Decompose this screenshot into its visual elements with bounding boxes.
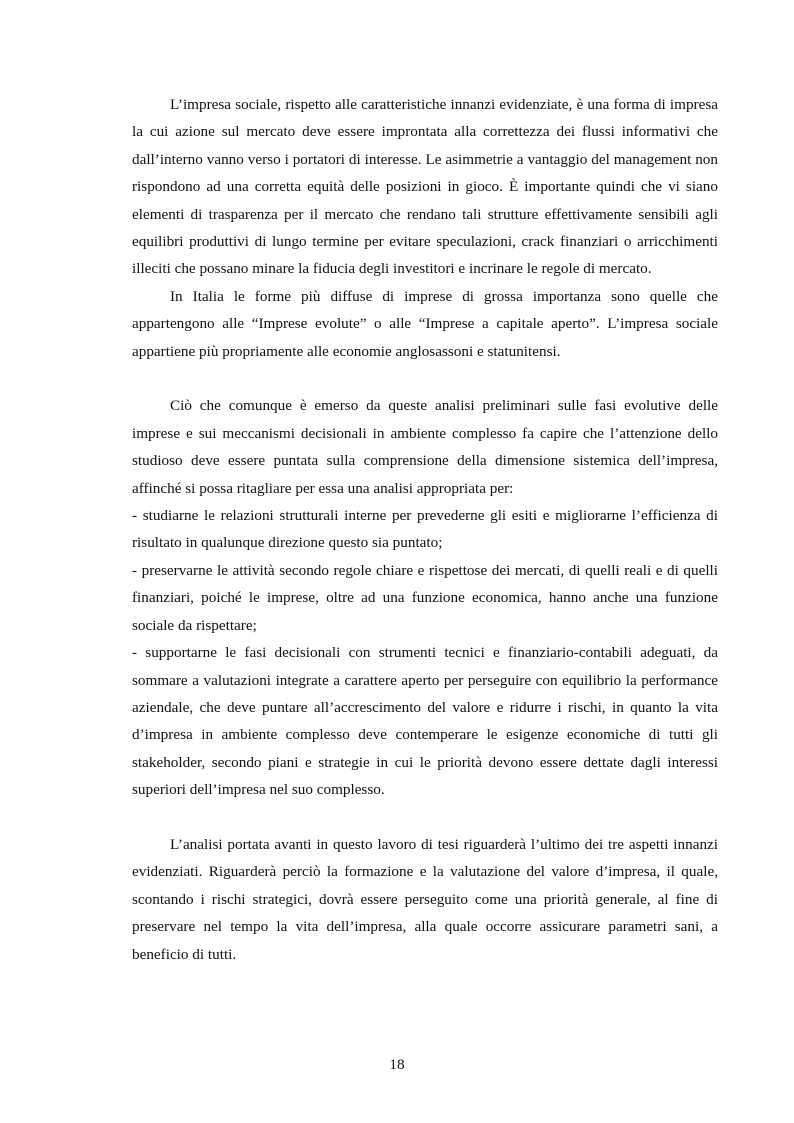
list-item-preservarne: - preservarne le attività secondo regole chiare e rispettose dei mercati, di quelli reali e di quelli finanziari, poiché le imprese, oltre ad una funzione economica, hanno anche una funzione sociale da rispettare; bbox=[132, 561, 718, 634]
list-item-studiarne: - studiarne le relazioni strutturali interne per prevederne gli esiti e migliorarne l’efficienza di risultato in qualunque direzione questo sia puntato; bbox=[132, 507, 718, 552]
page-number: 18 bbox=[389, 1056, 405, 1073]
paragraph-analisi-tesi: L’analisi portata avanti in questo lavoro di tesi riguarderà l’ultimo dei tre aspetti innanzi evidenziati. Riguarderà perciò la formazione e la valutazione del valore d’impresa, il quale, scontando i rischi strategici, dovrà essere perseguito come una priorità generale, al fine di preservare nel tempo la vita dell’impresa, alla quale occorre assicurare parametri sani, a beneficio di tutti. bbox=[132, 835, 718, 963]
document-page bbox=[132, 91, 718, 968]
paragraph-impresa-sociale: L’impresa sociale, rispetto alle caratteristiche innanzi evidenziate, è una forma di impresa la cui azione sul mercato deve essere improntata alla correttezza dei flussi informativi che dall’interno vanno verso i portatori di interesse. Le asimmetrie a vantaggio del management non rispondono ad una corretta equità delle posizioni in gioco. È importante quindi che vi siano elementi di trasparenza per il mercato che rendano tali strutture effettivamente sensibili agli equilibri produttivi di lungo termine per evitare speculazioni, crack finanziari o arricchimenti illeciti che possano minare la fiducia degli investitori e incrinare le regole di mercato. bbox=[132, 96, 718, 278]
paragraph-italia-forme: In Italia le forme più diffuse di imprese di grossa importanza sono quelle che appartengono alle “Imprese evolute” o alle “Imprese a capitale aperto”. L’impresa sociale appartiene più propriamente alle economie anglosassoni e statunitensi. bbox=[132, 287, 718, 360]
paragraph-spacer bbox=[132, 804, 718, 831]
paragraph-analisi-preliminari: Ciò che comunque è emerso da queste analisi preliminari sulle fasi evolutive delle imprese e sui meccanismi decisionali in ambiente complesso fa capire che l’attenzione dello studioso deve essere puntata sulla comprensione della dimensione sistemica dell’impresa, affinché si possa ritagliare per essa una analisi appropriata per: bbox=[132, 397, 718, 497]
paragraph-spacer bbox=[132, 365, 718, 392]
list-item-supportarne: - supportarne le fasi decisionali con strumenti tecnici e finanziario-contabili adeguati, da sommare a valutazioni integrate a carattere aperto per perseguire con equilibrio la performance aziendale, che deve puntare all’accrescimento del valore e ridurre i rischi, in quanto la vita d’impresa in ambiente complesso deve contemperare le esigenze economiche di tutti gli stakeholder, secondo piani e strategie in cui le priorità devono essere dettate dagli interessi superiori dell’impresa nel suo complesso. bbox=[132, 644, 718, 799]
